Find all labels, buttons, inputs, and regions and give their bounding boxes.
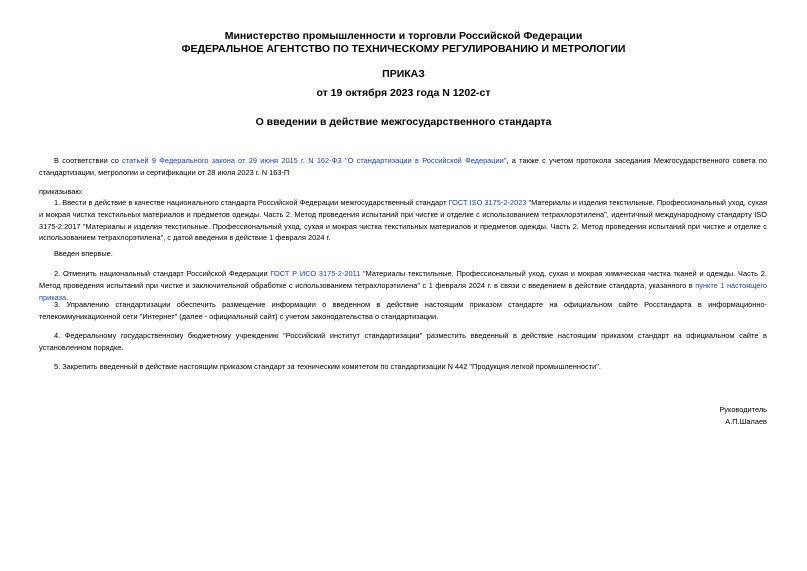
- item-3-block: [39, 299, 767, 323]
- first-time-note: Введен впервые.: [54, 249, 113, 258]
- signature-name: А.П.Шалаев: [725, 417, 767, 426]
- item-5-block: [39, 361, 767, 373]
- document-type: ПРИКАЗ: [382, 68, 425, 80]
- first-time-block: [39, 248, 767, 260]
- intro-paragraph: [39, 155, 767, 179]
- item-3-paragraph: 3. Управлению стандартизации обеспечить размещение информации о введенном в действие настоящим приказом стандарте на официальном сайте Росстандарта в информационно-телекоммуникационной сети "Интернет" (далее - официальный сайт) с учетом законодательства о стандартизации.: [39, 300, 767, 321]
- document-subject: О введении в действие межгосударственного стандарта: [255, 116, 552, 128]
- document-date-number: от 19 октября 2023 года N 1202-ст: [316, 87, 491, 99]
- item-1-prefix: 1. Ввести в действие в качестве национального стандарта Российской Федерации межгосударственный стандарт: [54, 198, 449, 207]
- item-1-paragraph: [39, 197, 767, 244]
- intro-prefix: В соответствии со: [54, 156, 123, 165]
- item-5-paragraph: 5. Закрепить введенный в действие настоящим приказом стандарт за техническим комитетом по стандартизации N 442 "Продукция легкой промышленности".: [54, 362, 601, 371]
- point-1-link[interactable]: пункте 1 настоящего приказа: [39, 280, 767, 302]
- item-4-paragraph: 4. Федеральному государственному бюджетному учреждению "Российский институт стандартизации" разместить введенный в действие настоящим приказом стандарт на официальном сайте в установленном порядке.: [39, 331, 767, 352]
- item-4-block: [39, 330, 767, 354]
- gost-r-iso-link[interactable]: ГОСТ Р ИСО 3175-2-2011: [270, 269, 361, 278]
- item-2-suffix: .: [66, 292, 69, 302]
- intro-suffix: , а также с учетом протокола заседания Межгосударственного совета по стандартизации, метрологии и сертификации от 28 июля 2023 г. N 163-П: [39, 156, 767, 177]
- signature-title: Руководитель: [719, 405, 767, 414]
- gost-iso-link[interactable]: ГОСТ ISO 3175-2-2023: [448, 198, 527, 207]
- item-1-suffix: "Материалы и изделия текстильные. Профессиональный уход, сухая и мокрая чистка текстильных материалов и предметов одежды. Часть 2. Метод проведения испытаний при чистке и отделке с использованием тетрахлорэтилена", идентичный международному стандарту ISO 3175-2:2017 "Материалы и изделия текстильные. Профессиональный уход, сухая и мокрая чистка текстильных материалов и предметов одежды. Часть 2. Метод проведения испытаний при чистке и отделке с использованием тетрахлорэтилена", с датой введения в действие 1 февраля 2024 г.: [39, 198, 767, 243]
- agency-name: ФЕДЕРАЛЬНОЕ АГЕНТСТВО ПО ТЕХНИЧЕСКОМУ РЕГУЛИРОВАНИЮ И МЕТРОЛОГИИ: [181, 43, 626, 55]
- order-word: приказываю:: [39, 187, 83, 196]
- item-2-middle: "Материалы текстильные. Профессиональный уход, сухая и мокрая химическая чистка тканей и одежды. Часть 2. Метод проведения испытаний при чистке и заключительной обработке с использованием тетрахлорэтилена" с 1 февраля 2024 г. в связи с введением в действие стандарта, указанного в: [39, 269, 767, 290]
- federal-law-link[interactable]: статьей 9 Федерального закона от 29 июня 2015 г. N 162-ФЗ "О стандартизации в Российской Федерации": [122, 156, 507, 165]
- item-2-prefix: 2. Отменить национальный стандарт Российской Федерации: [54, 269, 271, 278]
- ministry-name: Министерство промышленности и торговли Российской Федерации: [224, 30, 583, 42]
